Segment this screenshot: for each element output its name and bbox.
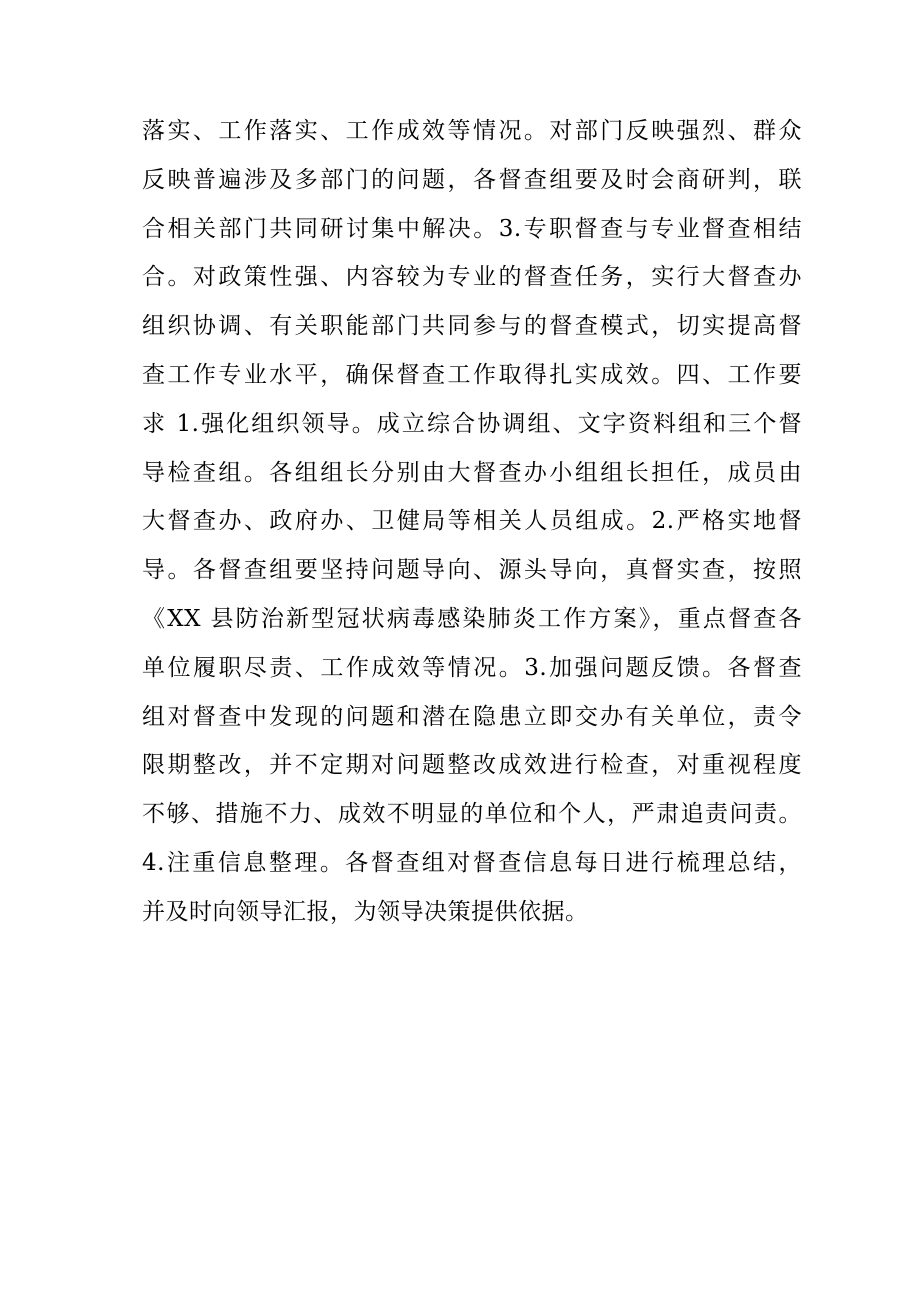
text-line-16: 4.注重信息整理。各督查组对督查信息每日进行梳理总结，	[142, 849, 802, 876]
text-line-3: 合相关部门共同研讨集中解决。3.专职督查与专业督查相结	[142, 215, 802, 242]
text-line-2: 反映普遍涉及多部门的问题，各督查组要及时会商研判，联	[142, 166, 802, 193]
text-line-4: 合。对政策性强、内容较为专业的督查任务，实行大督查办	[142, 264, 802, 291]
text-line-13: 组对督查中发现的问题和潜在隐患立即交办有关单位，责令	[142, 703, 802, 730]
text-line-17: 并及时向领导汇报，为领导决策提供依据。	[142, 898, 589, 925]
text-line-5: 组织协调、有关职能部门共同参与的督查模式，切实提高督	[142, 313, 802, 340]
text-line-15: 不够、措施不力、成效不明显的单位和个人，严肃追责问责。	[142, 801, 802, 828]
text-line-12: 单位履职尽责、工作成效等情况。3.加强问题反馈。各督查	[142, 654, 802, 681]
text-line-6: 查工作专业水平，确保督查工作取得扎实成效。四、工作要	[142, 361, 802, 388]
text-line-10: 导。各督查组要坚持问题导向、源头导向，真督实查，按照	[142, 557, 802, 584]
text-line-7: 求 1.强化组织领导。成立综合协调组、文字资料组和三个督	[142, 410, 802, 437]
text-line-1: 落实、工作落实、工作成效等情况。对部门反映强烈、群众	[142, 118, 802, 144]
text-line-9: 大督查办、政府办、卫健局等相关人员组成。2.严格实地督	[142, 508, 802, 535]
text-line-8: 导检查组。各组组长分别由大督查办小组组长担任，成员由	[142, 459, 802, 486]
text-line-11: 《XX 县防治新型冠状病毒感染肺炎工作方案》，重点督查各	[142, 605, 802, 632]
text-line-14: 限期整改，并不定期对问题整改成效进行检查，对重视程度	[142, 752, 802, 779]
body-text	[142, 107, 802, 937]
